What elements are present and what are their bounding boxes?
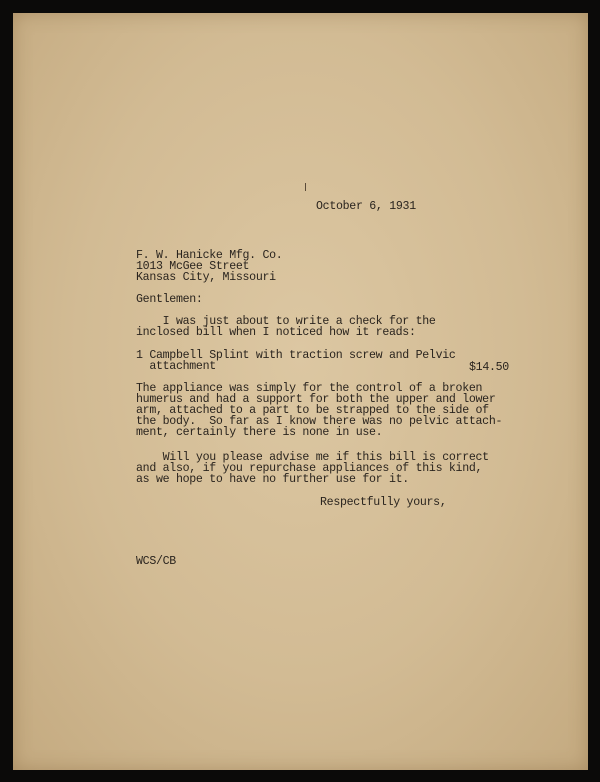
paragraph-2-line-3: arm, attached to a part to be strapped to the side of — [136, 404, 489, 417]
paragraph-2-line-4: the body. So far as I know there was no pelvic attach- — [136, 415, 503, 428]
recipient-name: F. W. Hanicke Mfg. Co. — [136, 249, 283, 262]
bill-item-line-2: attachment — [136, 360, 216, 373]
typist-initials: WCS/CB — [136, 555, 176, 568]
paragraph-2-line-1: The appliance was simply for the control of a broken — [136, 382, 483, 395]
fold-mark — [305, 183, 306, 191]
closing: Respectfully yours, — [320, 496, 447, 509]
paragraph-1-line-1: I was just about to write a check for the — [136, 315, 436, 328]
bill-item-amount: $14.50 — [469, 361, 509, 374]
paragraph-2-line-2: humerus and had a support for both the upper and lower — [136, 393, 496, 406]
recipient-street: 1013 McGee Street — [136, 260, 250, 273]
letter-date: October 6, 1931 — [316, 200, 416, 213]
paragraph-1-line-2: inclosed bill when I noticed how it reads: — [136, 326, 416, 339]
paragraph-3-line-2: and also, if you repurchase appliances of this kind, — [136, 462, 483, 475]
recipient-city: Kansas City, Missouri — [136, 271, 276, 284]
bill-item-line-1: 1 Campbell Splint with traction screw and Pelvic — [136, 349, 456, 362]
salutation: Gentlemen: — [136, 293, 203, 306]
paragraph-2-line-5: ment, certainly there is none in use. — [136, 426, 383, 439]
paragraph-3-line-1: Will you please advise me if this bill is correct — [136, 451, 489, 464]
paragraph-3-line-3: as we hope to have no further use for it. — [136, 473, 409, 486]
